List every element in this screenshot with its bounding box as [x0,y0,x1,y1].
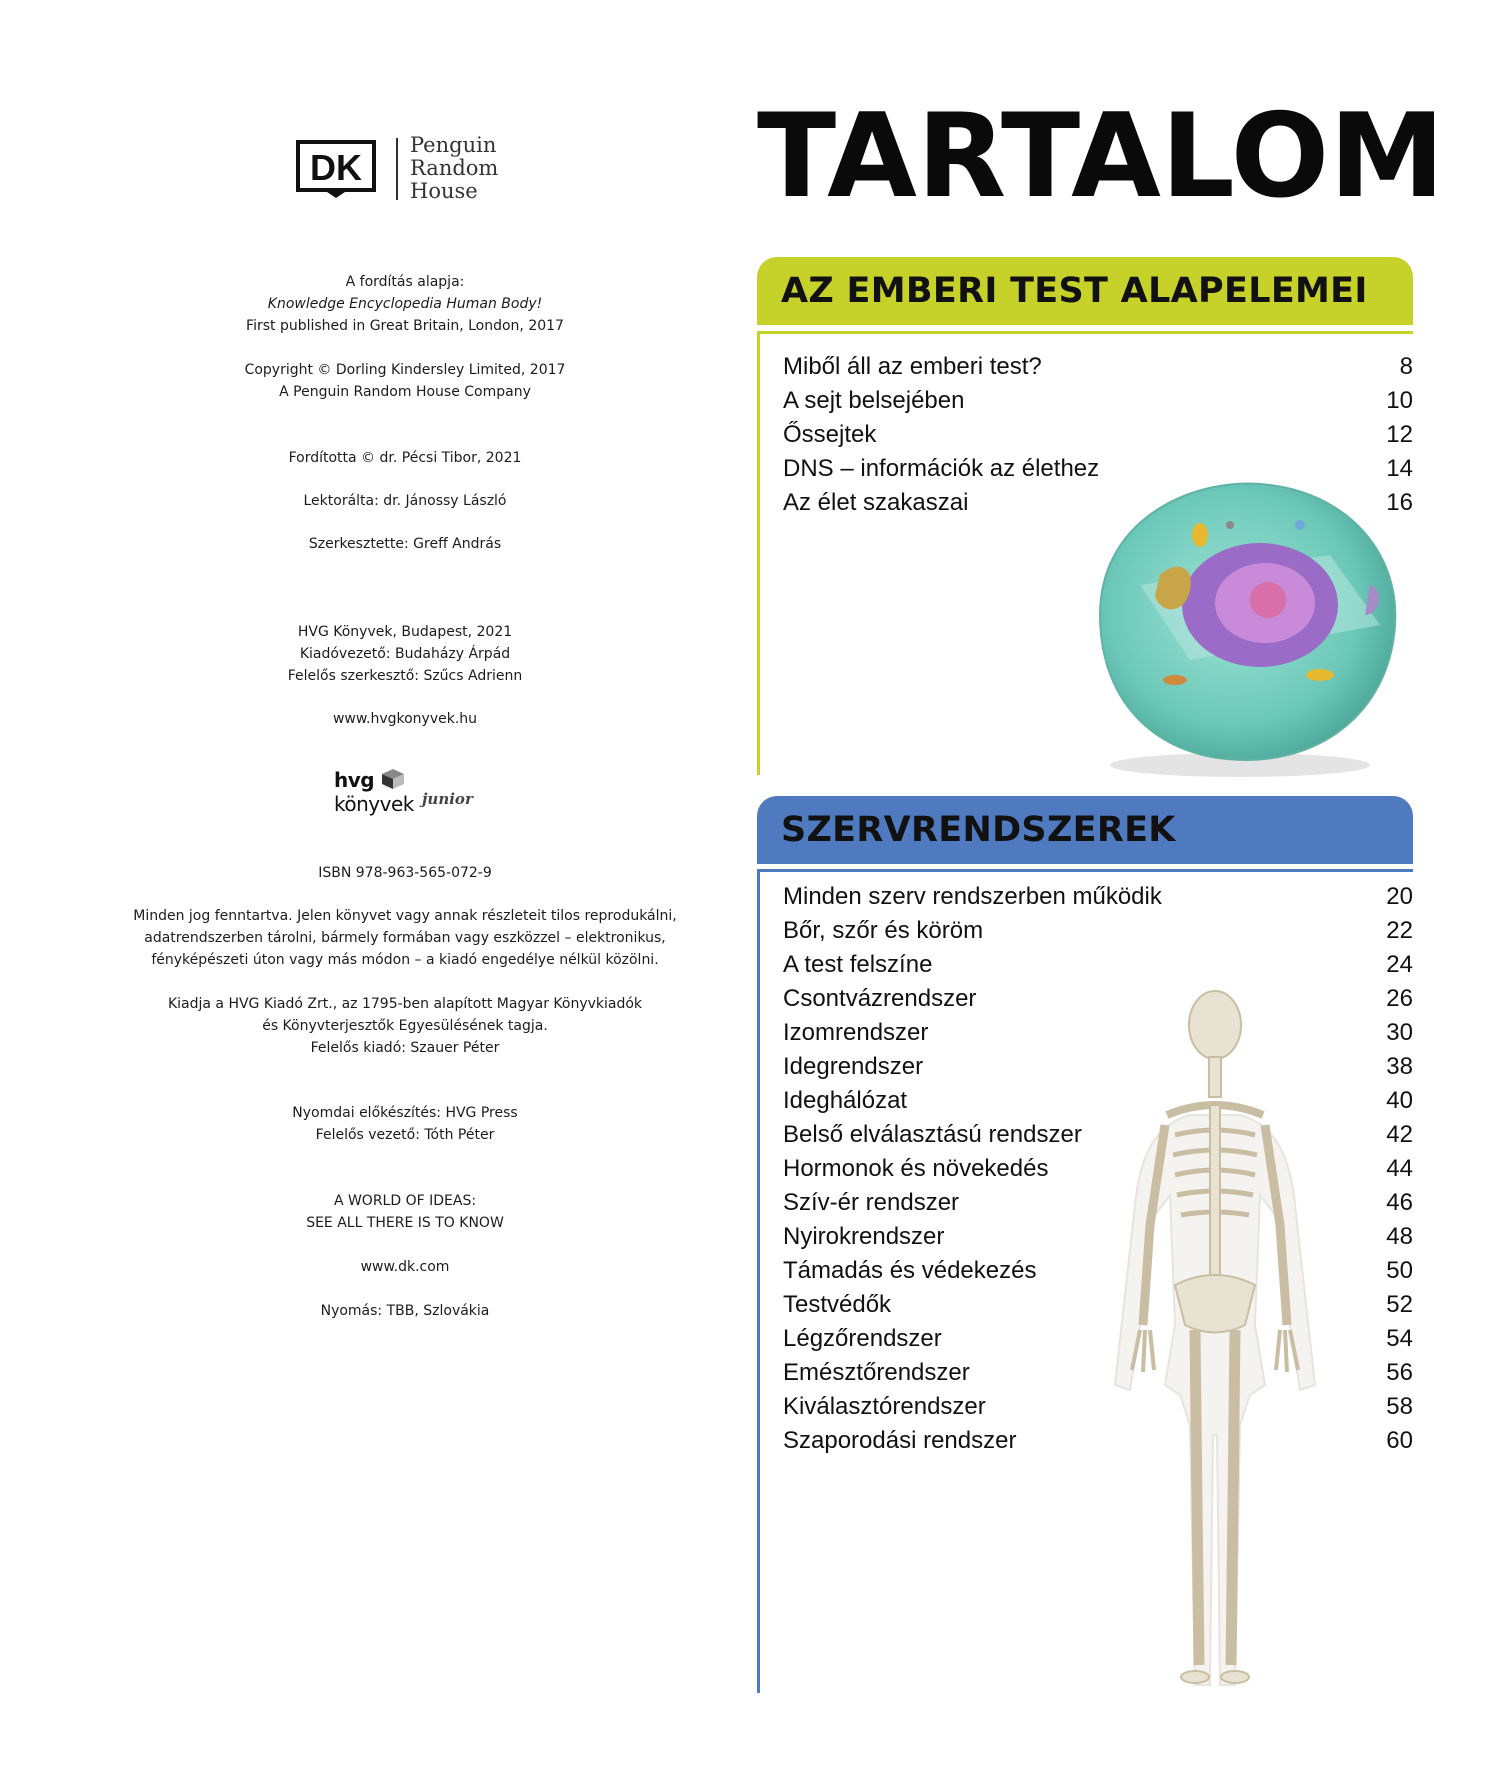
toc-entry-page: 38 [1386,1053,1413,1080]
toc-entry-page: 10 [1386,387,1413,414]
toc-entry-title: Kiválasztórendszer [783,1393,986,1420]
prh-line: Random [410,156,499,180]
toc-entry-title: Emésztőrendszer [783,1359,970,1386]
toc-entry-page: 12 [1386,421,1413,448]
toc-entry[interactable] [783,452,1413,486]
website-link: www.dk.com [360,1259,450,1275]
toc-entry-page: 22 [1386,917,1413,944]
isbn: ISBN 978-963-565-072-9 [318,865,492,881]
imprint-isbn [120,862,690,884]
toc-entry[interactable] [783,1220,1413,1254]
toc-entry-page: 60 [1386,1427,1413,1454]
toc-entry[interactable] [783,418,1413,452]
imprint-editor [120,533,690,555]
toc-entry-page: 14 [1386,455,1413,482]
toc-entry[interactable] [783,350,1413,384]
imprint-line: Minden jog fenntartva. Jelen könyvet vagy annak részleteit tilos reprodukálni, [133,908,677,924]
toc-entry-page: 44 [1386,1155,1413,1182]
toc-entry[interactable] [783,914,1413,948]
imprint-publisher [120,621,690,687]
toc-entry[interactable] [783,1424,1413,1458]
toc-entry-page: 30 [1386,1019,1413,1046]
imprint-dk-website [120,1256,690,1278]
imprint-copyright [120,359,690,403]
toc-entry[interactable] [783,1152,1413,1186]
toc-entry-page: 42 [1386,1121,1413,1148]
toc-entry-title: Miből áll az emberi test? [783,353,1042,380]
toc-entry-title: Támadás és védekezés [783,1257,1037,1284]
page-title: TARTALOM [757,89,1445,224]
toc-entry-title: Szaporodási rendszer [783,1427,1017,1454]
toc-entry[interactable] [783,384,1413,418]
toc-entry-title: Ideghálózat [783,1087,908,1114]
toc-entry[interactable] [783,880,1413,914]
toc-entry[interactable] [783,1390,1413,1424]
imprint-line: Nyomás: TBB, Szlovákia [320,1303,490,1319]
imprint-line: A WORLD OF IDEAS: [333,1193,477,1209]
imprint-rights [120,905,690,971]
toc-entry[interactable] [783,1084,1413,1118]
imprint-issuer [120,993,690,1059]
toc-entry-page: 50 [1386,1257,1413,1284]
imprint-reviewer [120,490,690,512]
toc-entry[interactable] [783,1288,1413,1322]
toc-entry-page: 16 [1386,489,1413,516]
imprint-line: A fordítás alapja: [345,274,465,290]
imprint-original-edition [120,271,690,337]
hvg-word: hvg [334,768,375,792]
imprint-translator [120,447,690,469]
toc-entry-title: Szív-ér rendszer [783,1189,960,1216]
toc-entry-title: A sejt belsejében [783,387,965,414]
toc-entry-title: Csontvázrendszer [783,985,977,1012]
toc-entry[interactable] [783,1186,1413,1220]
toc-entry-page: 52 [1386,1291,1413,1318]
dk-logo-text: DK [310,147,362,188]
toc-entry-page: 24 [1386,951,1413,978]
toc-entry-title: Nyirokrendszer [783,1223,945,1250]
toc-entry-page: 40 [1386,1087,1413,1114]
toc-entry-page: 56 [1386,1359,1413,1386]
dk-logo-icon [296,140,376,198]
toc-entry-title: Idegrendszer [783,1053,924,1080]
toc-entry[interactable] [783,948,1413,982]
section-rule [757,869,1413,872]
toc-entry-title: Belső elválasztású rendszer [783,1121,1082,1148]
section-header-basics [757,257,1413,325]
toc-entry-page: 48 [1386,1223,1413,1250]
imprint-line: Felelős kiadó: Szauer Péter [310,1040,500,1056]
website-link: www.hvgkonyvek.hu [332,711,478,727]
toc-entry[interactable] [783,1254,1413,1288]
imprint-line: Kiadja a HVG Kiadó Zrt., az 1795-ben alapított Magyar Könyvkiadók [167,996,643,1012]
toc-entry-title: Őssejtek [783,421,877,448]
toc-entry-page: 26 [1386,985,1413,1012]
toc-entry-title: DNS – információk az élethez [783,455,1100,482]
toc-entry-title: Hormonok és növekedés [783,1155,1049,1182]
imprint-line: Copyright © Dorling Kindersley Limited, 2017 [244,362,566,378]
original-title: Knowledge Encyclopedia Human Body! [267,296,543,312]
imprint-line: Szerkesztette: Greff András [308,536,502,552]
toc-entry-page: 20 [1386,883,1413,910]
imprint-slogan [120,1190,690,1234]
hvg-cube-icon [381,768,405,790]
penguin-random-house-logo [410,134,498,203]
imprint-line: Nyomdai előkészítés: HVG Press [292,1105,518,1121]
toc-entry-title: Bőr, szőr és köröm [783,917,984,944]
toc-list-basics [783,350,1413,520]
prh-line: House [410,179,478,203]
toc-entry[interactable] [783,1356,1413,1390]
toc-entry[interactable] [783,1050,1413,1084]
toc-entry-title: Izomrendszer [783,1019,929,1046]
prh-line: Penguin [410,133,497,157]
toc-entry-page: 54 [1386,1325,1413,1352]
logo-divider [396,138,398,200]
imprint-line: Lektorálta: dr. Jánossy László [303,493,507,509]
imprint-line: HVG Könyvek, Budapest, 2021 [297,624,513,640]
imprint-line: SEE ALL THERE IS TO KNOW [306,1215,504,1231]
toc-entry-title: Minden szerv rendszerben működik [783,883,1162,910]
dk-penguin-logo [296,133,506,208]
toc-entry-title: A test felszíne [783,951,933,978]
section-side-bar [757,331,760,775]
toc-entry[interactable] [783,1016,1413,1050]
imprint-line: adatrendszerben tárolni, bármely formában vagy eszközzel – elektronikus, [144,930,666,946]
konyvek-word: könyvek [334,792,414,816]
section-heading: SZERVRENDSZEREK [781,810,1176,850]
imprint-prepress [120,1102,690,1146]
section-rule [757,331,1413,334]
imprint-line: Kiadóvezető: Budaházy Árpád [299,646,511,662]
toc-entry[interactable] [783,486,1413,520]
imprint-line: fényképészeti úton vagy más módon – a kiadó engedélye nélkül közölni. [151,952,659,968]
imprint-line: A Penguin Random House Company [279,384,531,400]
toc-list-organ-systems [783,880,1413,1458]
section-heading: AZ EMBERI TEST ALAPELEMEI [781,271,1368,311]
toc-entry-title: Légzőrendszer [783,1325,942,1352]
toc-entry-page: 8 [1399,353,1413,380]
toc-entry[interactable] [783,982,1413,1016]
imprint-printing [120,1300,690,1322]
imprint-line: és Könyvterjesztők Egyesülésének tagja. [262,1018,548,1034]
toc-entry[interactable] [783,1322,1413,1356]
hvg-junior-text: junior [422,790,473,808]
imprint-website [120,708,690,730]
section-side-bar [757,869,760,1693]
imprint-line: Felelős vezető: Tóth Péter [315,1127,495,1143]
toc-entry[interactable] [783,1118,1413,1152]
section-header-organ-systems [757,796,1413,864]
toc-entry-title: Az élet szakaszai [783,489,969,516]
imprint-line: Fordította © dr. Pécsi Tibor, 2021 [288,450,522,466]
toc-entry-page: 58 [1386,1393,1413,1420]
toc-entry-page: 46 [1386,1189,1413,1216]
imprint-line: Felelős szerkesztő: Szűcs Adrienn [287,668,523,684]
toc-entry-title: Testvédők [783,1291,892,1318]
imprint-line: First published in Great Britain, London, 2017 [246,318,564,334]
hvg-konyvek-logo [334,768,484,816]
